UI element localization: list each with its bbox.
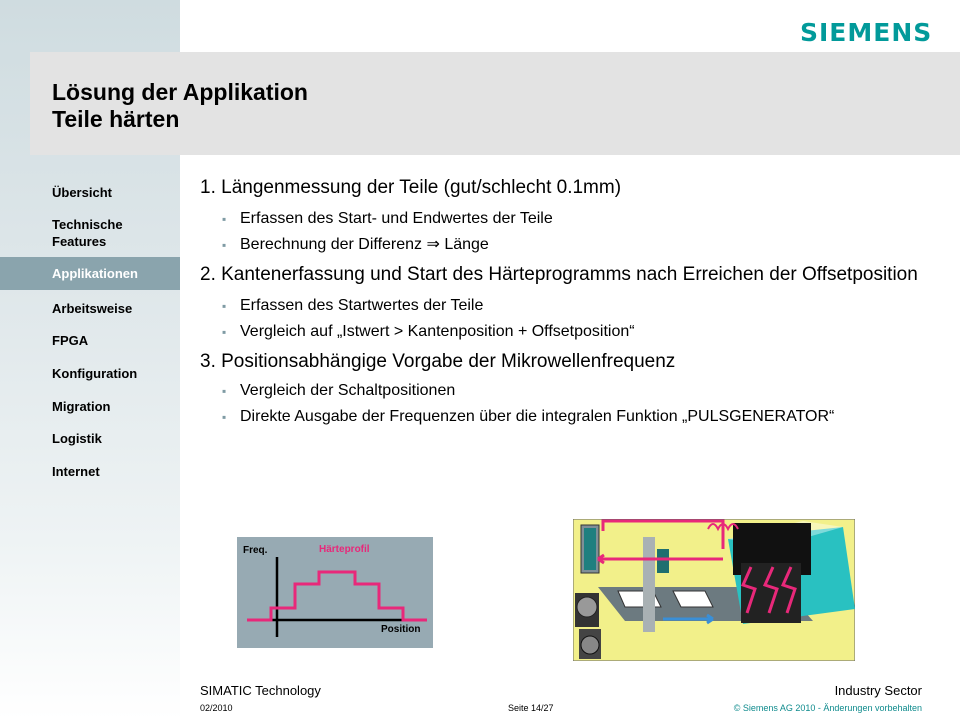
page-title-line2: Teile härten [52,106,180,132]
bullet-1a: ▪ Erfassen des Start- und Endwertes der Teile [200,209,940,229]
bullet-3a: ▪ Vergleich der Schaltpositionen [200,381,940,401]
heading-3: 3. Positionsabhängige Vorgabe der Mikrowellenfrequenz [200,351,676,372]
wheel-icon [577,597,597,617]
nav-item-uebersicht[interactable]: Übersicht [52,185,112,200]
bullet-2b: ▪ Vergleich auf „Istwert > Kantenposition + Offsetposition“ [200,322,940,342]
footer-date: 02/2010 [200,703,233,713]
footer-page-number: Seite 14/27 [508,703,554,713]
sensor-post [643,537,655,632]
nav-item-applikationen-label: Applikationen [52,266,138,281]
haerteprofil-chart [237,537,433,648]
machine-illustration [573,519,855,661]
content-body [200,175,940,427]
footer-sector: Industry Sector [834,683,922,698]
nav-item-technische-features[interactable]: Technische Features [52,217,123,249]
nav-item-logistik[interactable]: Logistik [52,431,102,446]
bullet-3b: ▪ Direkte Ausgabe der Frequenzen über die integralen Funktion „PULSGENERATOR“ [200,407,860,427]
nav-item-konfiguration[interactable]: Konfiguration [52,366,138,381]
siemens-logo: SIEMENS [800,18,933,47]
chart-series-line [247,572,427,620]
sensor-head [657,549,669,573]
footer-copyright: © Siemens AG 2010 - Änderungen vorbehalten [733,703,922,713]
nav-item-fpga[interactable]: FPGA [52,333,89,348]
nav-item-internet[interactable]: Internet [52,464,100,479]
chart-title: Härteprofil [319,544,370,555]
heading-2: 2. Kantenerfassung und Start des Härteprogramms nach Erreichen der Offsetposition [200,264,918,285]
page-title [52,79,308,133]
chart-xlabel: Position [381,624,421,635]
bullet-1b: ▪ Berechnung der Differenz ⇒ Länge [200,235,940,255]
heading-1: 1. Längenmessung der Teile (gut/schlecht 0.1mm) [200,177,622,198]
chart-plot [237,537,433,648]
page-title-line1: Lösung der Applikation [52,79,308,105]
nav-item-migration[interactable]: Migration [52,399,111,414]
chart-ylabel: Freq. [243,545,268,556]
bullet-2a: ▪ Erfassen des Startwertes der Teile [200,296,940,316]
footer-product: SIMATIC Technology [200,683,321,698]
nav-item-applikationen[interactable] [0,257,180,290]
controller-panel [584,528,596,570]
nav-item-arbeitsweise[interactable]: Arbeitsweise [52,301,133,316]
motor-icon [581,636,599,654]
